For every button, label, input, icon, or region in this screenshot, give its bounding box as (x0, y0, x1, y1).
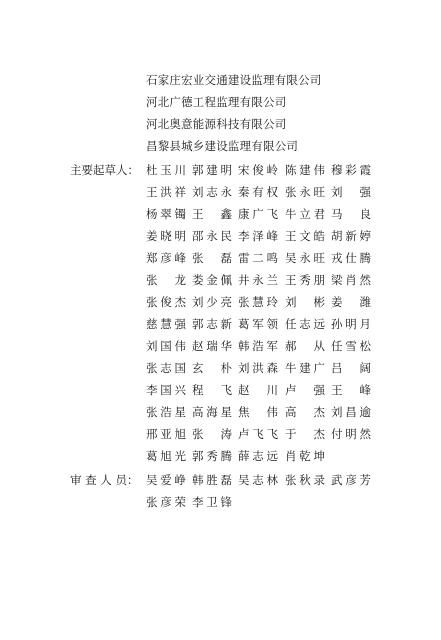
drafter-name: 张慧玲 (238, 295, 278, 309)
drafter-name: 刘洪森 (238, 361, 278, 375)
drafter-name: 邵永民 (192, 229, 232, 243)
drafter-name: 玄 朴 (192, 361, 232, 375)
drafter-name: 秦有权 (238, 185, 278, 199)
drafter-name: 高海星 (192, 405, 232, 419)
drafter-name: 娄金佩 (192, 273, 232, 287)
drafter-name: 刘 强 (331, 185, 371, 199)
organization-name: 昌黎县城乡建设监理有限公司 (146, 139, 299, 153)
drafter-name: 张永旺 (285, 185, 325, 199)
drafter-name: 刘昌逾 (331, 405, 371, 419)
drafter-name: 程 飞 (192, 383, 232, 397)
drafter-name: 郭志新 (192, 317, 232, 331)
drafter-name: 王秀朋 (285, 273, 325, 287)
reviewer-name: 武彦芳 (331, 473, 371, 487)
drafter-name: 胡新婷 (331, 229, 371, 243)
drafter-name: 刘志永 (192, 185, 232, 199)
drafter-name: 郝 从 (285, 339, 325, 353)
drafter-name: 杜玉川 (146, 163, 186, 177)
drafter-name: 邢亚旭 (146, 427, 186, 441)
reviewer-name: 李卫锋 (192, 495, 232, 509)
drafter-name: 郭建明 (192, 163, 232, 177)
drafter-name: 任雪松 (331, 339, 371, 353)
drafter-name: 雷二鸣 (238, 251, 278, 265)
drafter-name: 戎仕腾 (331, 251, 371, 265)
reviewer-name: 韩胜磊 (192, 473, 232, 487)
reviewer-name: 吴爱峥 (146, 473, 186, 487)
drafter-name: 卢 强 (285, 383, 325, 397)
drafter-name: 韩浩军 (238, 339, 278, 353)
drafter-name: 井永兰 (238, 273, 278, 287)
drafter-name: 刘 彬 (285, 295, 325, 309)
drafter-name: 姜晓明 (146, 229, 186, 243)
organization-list (146, 69, 322, 157)
reviewers-label: 审 查 人 员： (70, 473, 139, 487)
drafter-name: 张志国 (146, 361, 186, 375)
drafter-name: 孙明月 (331, 317, 371, 331)
drafter-name: 赵瑞华 (192, 339, 232, 353)
drafter-name: 吴永旺 (285, 251, 325, 265)
drafter-name: 赵 川 (238, 383, 278, 397)
drafter-name: 付明然 (331, 427, 371, 441)
reviewer-name: 吴志林 (238, 473, 278, 487)
drafter-name: 马 良 (331, 207, 371, 221)
drafter-name: 李国兴 (146, 383, 186, 397)
drafter-name: 肖乾坤 (285, 449, 325, 463)
drafters-label: 主要起草人： (70, 163, 139, 177)
drafter-name: 张俊杰 (146, 295, 186, 309)
drafter-name: 王 鑫 (192, 207, 232, 221)
drafter-name: 葛旭光 (146, 449, 186, 463)
drafter-name: 慈慧强 (146, 317, 186, 331)
drafter-name: 王文皓 (285, 229, 325, 243)
drafter-name: 郭秀腾 (192, 449, 232, 463)
drafter-name: 姜 潍 (331, 295, 371, 309)
drafter-name: 康广飞 (238, 207, 278, 221)
drafter-name: 宋俊岭 (238, 163, 278, 177)
drafter-name: 任志远 (285, 317, 325, 331)
drafter-name: 梁肖然 (331, 273, 371, 287)
drafter-name: 杨翠镯 (146, 207, 186, 221)
reviewer-name: 张彦荣 (146, 495, 186, 509)
drafter-name: 王洪祥 (146, 185, 186, 199)
organization-name: 河北奥意能源科技有限公司 (146, 117, 287, 131)
drafter-name: 葛军领 (238, 317, 278, 331)
drafter-name: 高 杰 (285, 405, 325, 419)
organization-name: 河北广德工程监理有限公司 (146, 95, 287, 109)
drafter-name: 吕 阔 (331, 361, 371, 375)
drafter-name: 张 磊 (192, 251, 232, 265)
drafter-name: 陈建伟 (285, 163, 325, 177)
drafter-name: 牛建广 (285, 361, 325, 375)
reviewer-name: 张秋录 (285, 473, 325, 487)
drafter-name: 薛志远 (238, 449, 278, 463)
drafter-name: 王 峰 (331, 383, 371, 397)
drafter-name: 李泽峰 (238, 229, 278, 243)
drafter-name: 张浩星 (146, 405, 186, 419)
drafter-name: 穆彩霞 (331, 163, 371, 177)
drafter-name: 张 涛 (192, 427, 232, 441)
drafter-name: 于 杰 (285, 427, 325, 441)
drafter-name: 卢飞飞 (238, 427, 278, 441)
drafter-name: 张 龙 (146, 273, 186, 287)
drafter-name: 刘国伟 (146, 339, 186, 353)
drafter-name: 郑彦峰 (146, 251, 186, 265)
drafter-name: 焦 伟 (238, 405, 278, 419)
organization-name: 石家庄宏业交通建设监理有限公司 (146, 73, 322, 87)
drafter-name: 刘少亮 (192, 295, 232, 309)
drafter-name: 牛立君 (285, 207, 325, 221)
